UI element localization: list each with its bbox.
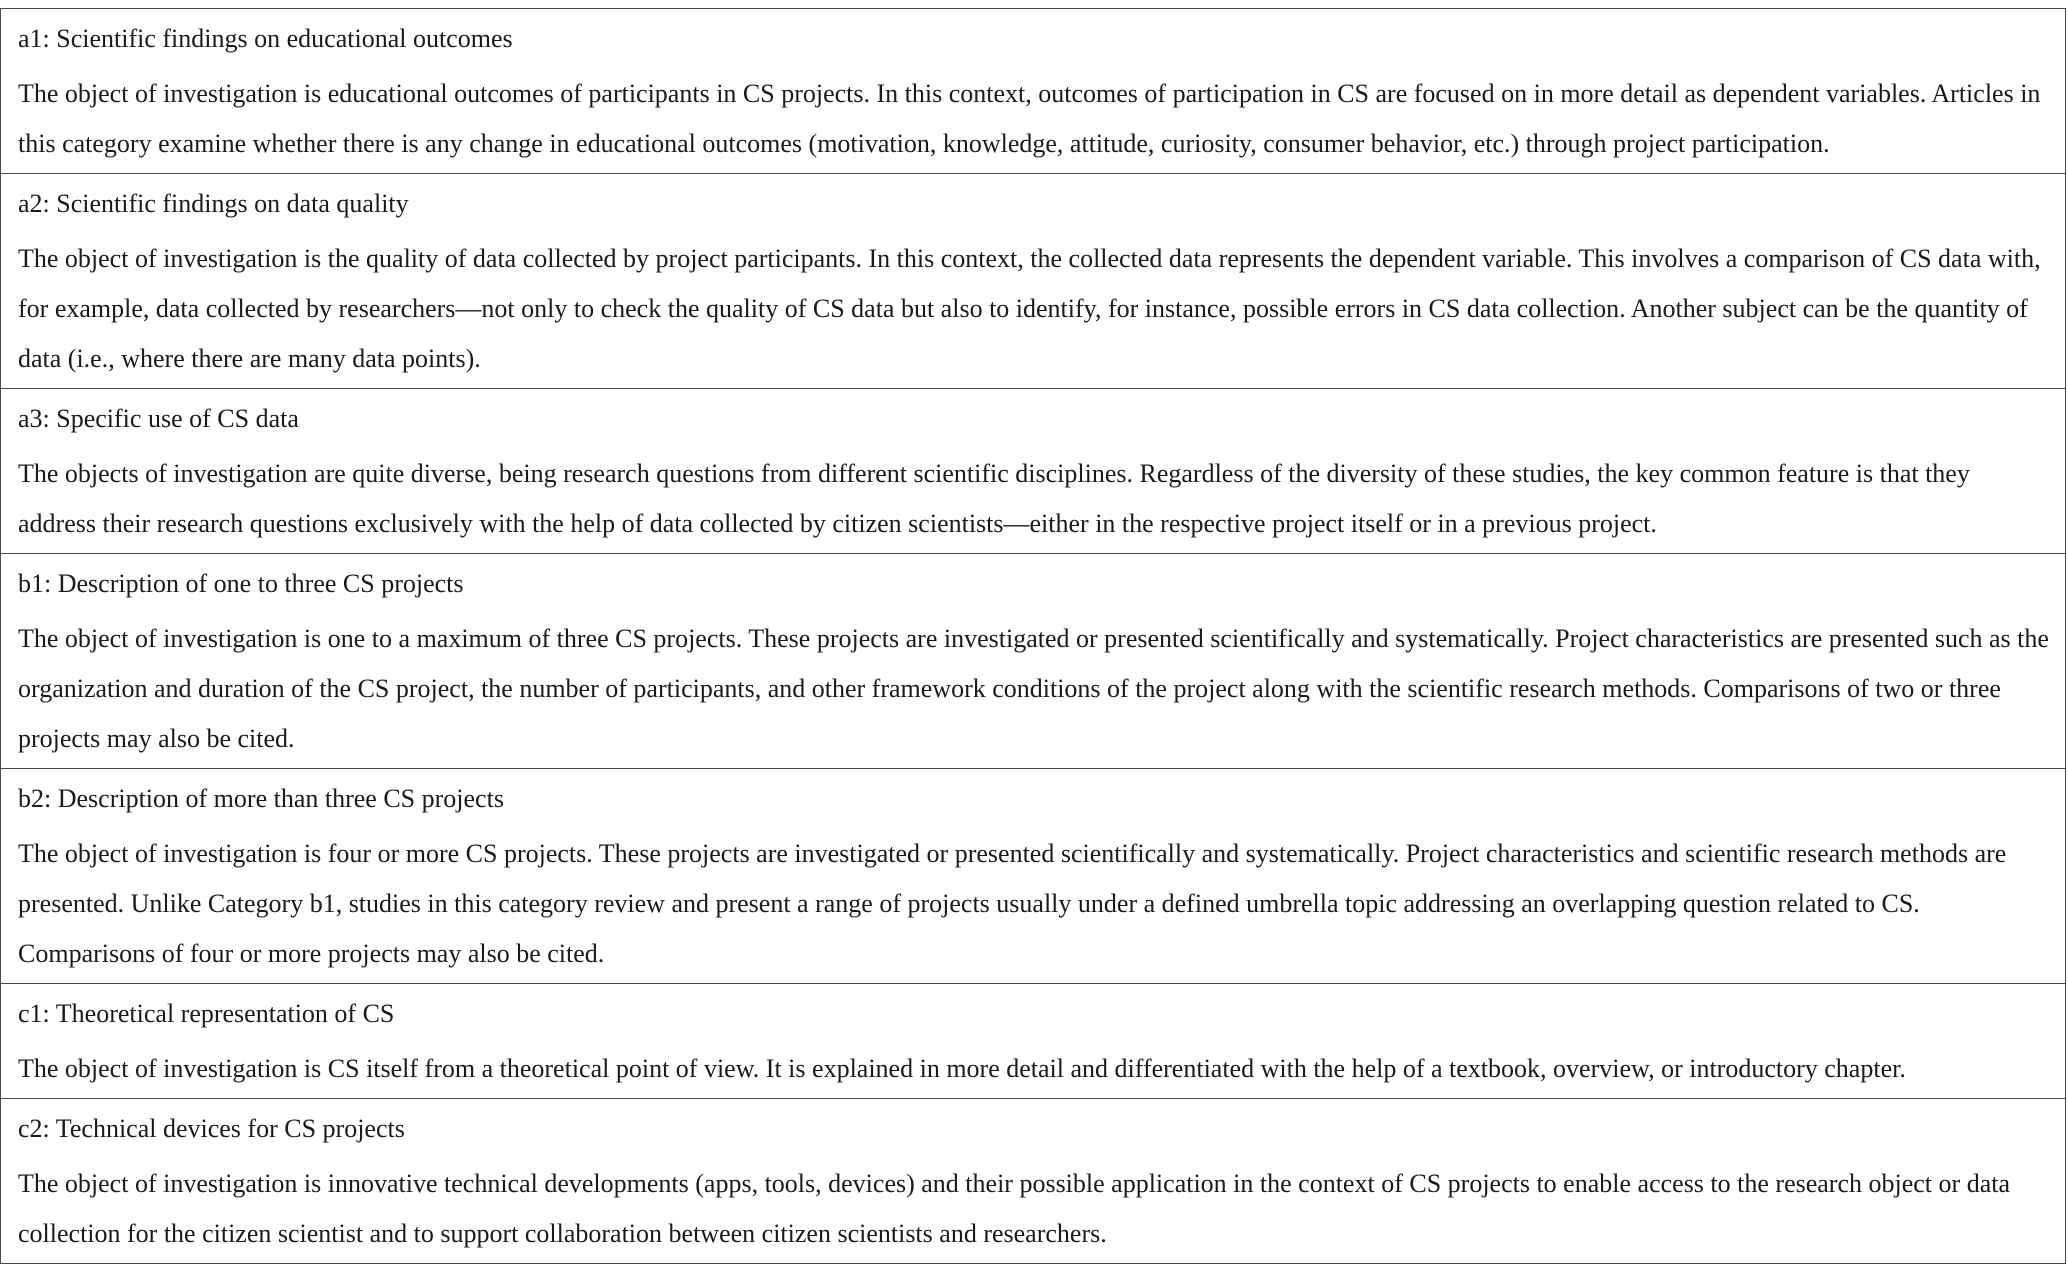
table-cell (1, 389, 2066, 554)
table-cell (1, 769, 2066, 984)
category-table (0, 8, 2066, 1264)
category-title: a2: Scientific findings on data quality (18, 189, 409, 218)
table-row (1, 174, 2066, 389)
table-row (1, 984, 2066, 1099)
table-row (1, 769, 2066, 984)
category-title: a3: Specific use of CS data (18, 404, 299, 433)
category-description: The object of investigation is CS itself from a theoretical point of view. It is explained in more detail and differentiated with the help of a textbook, overview, or introductory chapter. (18, 1054, 1906, 1083)
category-title: c1: Theoretical representation of CS (18, 999, 395, 1028)
category-title: a1: Scientific findings on educational outcomes (18, 24, 513, 53)
category-description: The object of investigation is four or more CS projects. These projects are investigated or presented scientifically and systematically. Project characteristics and scientific research methods are presented. Unlike Category b1, studies in this category review and present a range of projects usually under a defined umbrella topic addressing an overlapping question related to CS. Comparisons of four or more projects may also be cited. (18, 839, 2007, 968)
table-cell (1, 554, 2066, 769)
table-cell (1, 174, 2066, 389)
table-row (1, 1099, 2066, 1264)
category-title: c2: Technical devices for CS projects (18, 1114, 405, 1143)
category-description: The object of investigation is the quality of data collected by project participants. In this context, the collected data represents the dependent variable. This involves a comparison of CS data with, for example, data collected by researchers—not only to check the quality of CS data but also to identify, for instance, possible errors in CS data collection. Another subject can be the quantity of data (i.e., where there are many data points). (18, 244, 2041, 373)
category-description: The object of investigation is innovative technical developments (apps, tools, devices) and their possible application in the context of CS projects to enable access to the research object or data collection for the citizen scientist and to support collaboration between citizen scientists and researchers. (18, 1169, 2010, 1248)
category-title: b2: Description of more than three CS projects (18, 784, 504, 813)
table-cell (1, 9, 2066, 174)
category-description: The object of investigation is educational outcomes of participants in CS projects. In this context, outcomes of participation in CS are focused on in more detail as dependent variables. Articles in this category examine whether there is any change in educational outcomes (motivation, knowledge, attitude, curiosity, consumer behavior, etc.) through project participation. (18, 79, 2041, 158)
table-row (1, 9, 2066, 174)
category-title: b1: Description of one to three CS projects (18, 569, 464, 598)
table-cell (1, 1099, 2066, 1264)
category-description: The objects of investigation are quite diverse, being research questions from different scientific disciplines. Regardless of the diversity of these studies, the key common feature is that they address their research questions exclusively with the help of data collected by citizen scientists—either in the respective project itself or in a previous project. (18, 459, 1970, 538)
table-cell (1, 984, 2066, 1099)
table-row (1, 389, 2066, 554)
table-row (1, 554, 2066, 769)
category-description: The object of investigation is one to a maximum of three CS projects. These projects are investigated or presented scientifically and systematically. Project characteristics are presented such as the organization and duration of the CS project, the number of participants, and other framework conditions of the project along with the scientific research methods. Comparisons of two or three projects may also be cited. (18, 624, 2049, 753)
